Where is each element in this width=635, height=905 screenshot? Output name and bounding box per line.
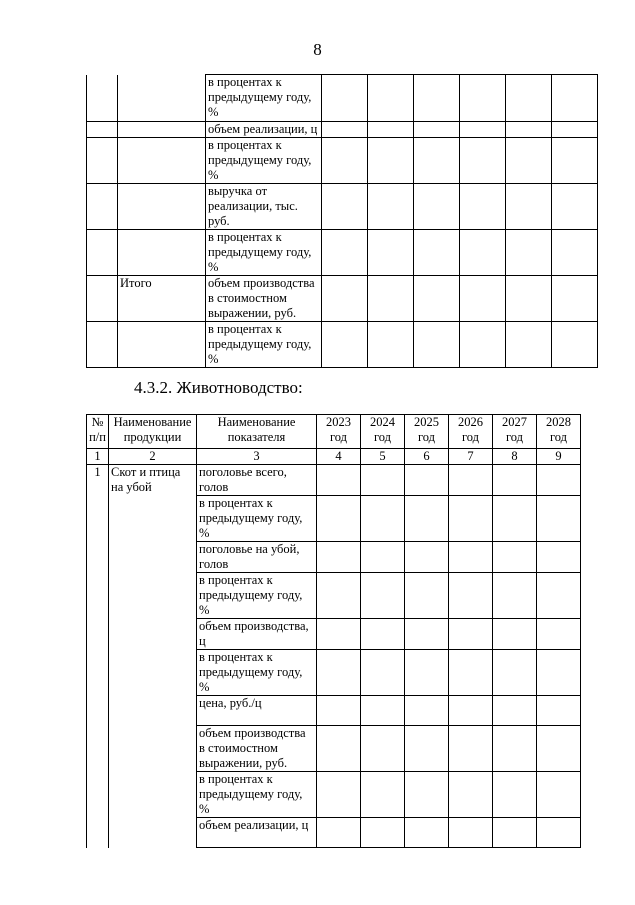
value-cell [368,122,414,138]
product-cell: Итого [118,276,206,322]
value-cell [537,619,581,650]
header-cell-year-2026: 2026 год [449,415,493,449]
value-cell [322,184,368,230]
value-cell [405,696,449,726]
column-number: 2 [109,449,197,465]
value-cell [361,818,405,848]
value-cell [506,75,552,122]
value-cell [405,818,449,848]
table-row [87,322,598,368]
header-cell-year-2023: 2023 год [317,415,361,449]
header-cell-year-2027: 2027 год [493,415,537,449]
value-cell [322,276,368,322]
indicator-cell: цена, руб./ц [197,696,317,726]
value-cell [449,573,493,619]
indicator-cell: в процентах к предыдущему году, % [206,230,322,276]
indicator-cell: объем производства в стоимостном выражении, руб. [197,726,317,772]
value-cell [506,322,552,368]
product-cell [118,184,206,230]
value-cell [493,818,537,848]
value-cell [493,726,537,772]
value-cell [552,75,598,122]
value-cell [537,573,581,619]
header-cell-year-2025: 2025 год [405,415,449,449]
product-cell [118,322,206,368]
column-number: 7 [449,449,493,465]
indicator-cell: в процентах к предыдущему году, % [206,138,322,184]
value-cell [493,772,537,818]
indicator-cell: поголовье на убой, голов [197,542,317,573]
value-cell [449,496,493,542]
value-cell [414,322,460,368]
value-cell [405,772,449,818]
value-cell [317,772,361,818]
indicator-cell: в процентах к предыдущему году, % [197,496,317,542]
column-number: 6 [405,449,449,465]
column-number: 1 [87,449,109,465]
value-cell [493,619,537,650]
indicator-cell: в процентах к предыдущему году, % [206,322,322,368]
page-number: 8 [313,40,322,59]
value-cell [322,230,368,276]
value-cell [537,818,581,848]
row-number-cell [87,138,118,184]
value-cell [460,276,506,322]
row-number-cell: 1 [87,465,109,848]
indicator-cell: выручка от реализации, тыс. руб. [206,184,322,230]
indicator-cell: поголовье всего, голов [197,465,317,496]
value-cell [506,230,552,276]
value-cell [317,496,361,542]
value-cell [368,138,414,184]
value-cell [552,122,598,138]
product-cell [118,122,206,138]
value-cell [361,650,405,696]
value-cell [317,818,361,848]
value-cell [361,573,405,619]
value-cell [449,696,493,726]
value-cell [460,230,506,276]
value-cell [493,542,537,573]
row-number-cell [87,276,118,322]
value-cell [368,322,414,368]
header-cell-product: Наименование продукции [109,415,197,449]
value-cell [361,496,405,542]
value-cell [552,138,598,184]
table-row [87,184,598,230]
value-cell [414,138,460,184]
value-cell [552,322,598,368]
indicator-cell: в процентах к предыдущему году, % [197,650,317,696]
row-number-cell [87,122,118,138]
value-cell [414,122,460,138]
value-cell [361,619,405,650]
value-cell [460,122,506,138]
value-cell [552,276,598,322]
product-cell [118,230,206,276]
value-cell [405,650,449,696]
section-heading: 4.3.2. Животноводство: [134,378,303,397]
crops-table [86,74,598,368]
table-row [87,465,581,496]
header-row [87,415,581,449]
header-cell-year-2028: 2028 год [537,415,581,449]
value-cell [460,184,506,230]
value-cell [322,122,368,138]
value-cell [537,772,581,818]
value-cell [405,496,449,542]
value-cell [552,230,598,276]
value-cell [449,726,493,772]
row-number-cell [87,184,118,230]
value-cell [506,138,552,184]
value-cell [493,573,537,619]
value-cell [493,496,537,542]
value-cell [405,542,449,573]
value-cell [493,696,537,726]
value-cell [361,465,405,496]
value-cell [361,726,405,772]
value-cell [537,650,581,696]
value-cell [368,75,414,122]
value-cell [414,184,460,230]
value-cell [449,818,493,848]
value-cell [414,75,460,122]
row-number-cell [87,75,118,122]
value-cell [506,184,552,230]
header-cell-year-2024: 2024 год [361,415,405,449]
indicator-cell: объем реализации, ц [206,122,322,138]
indicator-cell: объем производства, ц [197,619,317,650]
indicator-cell: в процентах к предыдущему году, % [197,573,317,619]
value-cell [368,230,414,276]
value-cell [317,573,361,619]
value-cell [322,75,368,122]
value-cell [414,230,460,276]
column-number: 5 [361,449,405,465]
header-cell-indicator: Наименование показателя [197,415,317,449]
value-cell [449,650,493,696]
value-cell [506,276,552,322]
value-cell [317,542,361,573]
value-cell [449,772,493,818]
value-cell [405,619,449,650]
indicator-cell: объем реализации, ц [197,818,317,848]
indicator-cell: объем производства в стоимостном выражении, руб. [206,276,322,322]
value-cell [405,573,449,619]
indicator-cell: в процентах к предыдущему году, % [206,75,322,122]
livestock-table [86,414,581,848]
value-cell [361,772,405,818]
column-number: 8 [493,449,537,465]
value-cell [322,138,368,184]
table-row [87,75,598,122]
product-cell: Скот и птица на убой [109,465,197,848]
value-cell [361,696,405,726]
value-cell [449,542,493,573]
row-number-cell [87,230,118,276]
value-cell [368,184,414,230]
value-cell [460,75,506,122]
value-cell [317,696,361,726]
value-cell [317,726,361,772]
value-cell [493,465,537,496]
value-cell [537,465,581,496]
column-number-row [87,449,581,465]
product-cell [118,138,206,184]
table-row [87,276,598,322]
value-cell [405,465,449,496]
value-cell [449,465,493,496]
value-cell [361,542,405,573]
value-cell [322,322,368,368]
value-cell [552,184,598,230]
value-cell [368,276,414,322]
product-cell [118,75,206,122]
value-cell [460,138,506,184]
value-cell [414,276,460,322]
value-cell [493,650,537,696]
value-cell [317,619,361,650]
indicator-cell: в процентах к предыдущему году, % [197,772,317,818]
value-cell [537,696,581,726]
value-cell [460,322,506,368]
value-cell [317,465,361,496]
table-row [87,230,598,276]
column-number: 9 [537,449,581,465]
value-cell [537,726,581,772]
header-cell-num: № п/п [87,415,109,449]
value-cell [405,726,449,772]
column-number: 3 [197,449,317,465]
value-cell [317,650,361,696]
table-row [87,122,598,138]
table-row [87,138,598,184]
value-cell [506,122,552,138]
column-number: 4 [317,449,361,465]
value-cell [449,619,493,650]
value-cell [537,496,581,542]
row-number-cell [87,322,118,368]
value-cell [537,542,581,573]
